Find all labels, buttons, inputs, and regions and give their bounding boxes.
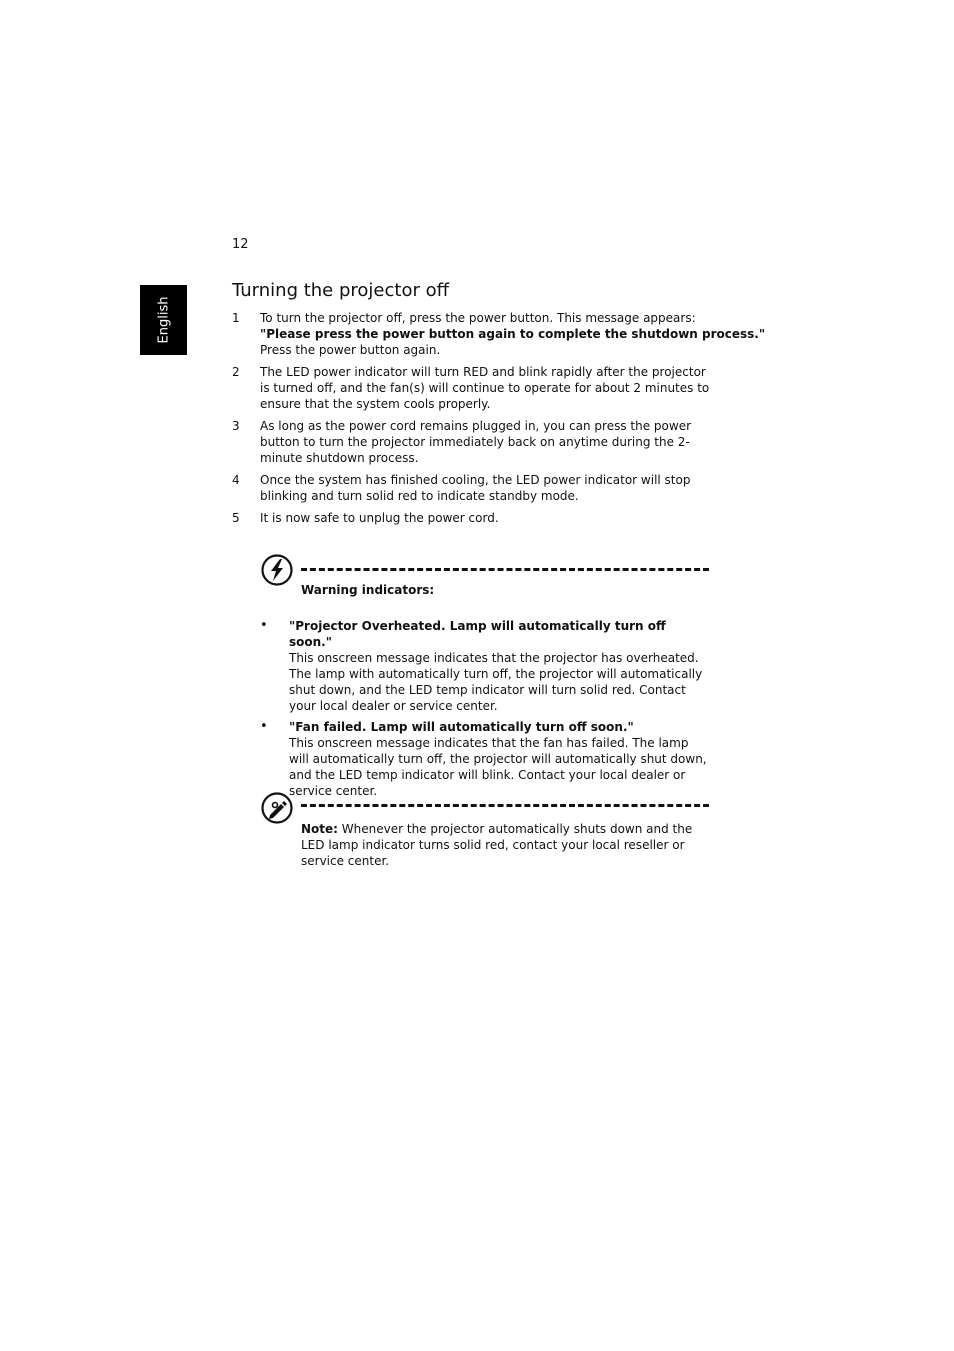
warning-icon — [261, 554, 293, 586]
note-divider — [301, 804, 709, 807]
list-item — [260, 719, 712, 799]
list-item — [232, 364, 712, 412]
step-number: 2 — [232, 365, 240, 379]
step-followup: Press the power button again. — [260, 343, 441, 357]
note-body: Whenever the projector automatically shuts down and the LED lamp indicator turns solid red, contact your local reseller or service center. — [301, 822, 693, 868]
step-text: To turn the projector off, press the power button. This message appears: — [260, 311, 696, 325]
step-number: 5 — [232, 511, 240, 525]
list-item — [232, 418, 712, 466]
step-number: 1 — [232, 311, 240, 325]
step-text: The LED power indicator will turn RED and blink rapidly after the projector is turned off, and the fan(s) will continue to operate for about 2 minutes to ensure that the system cools properly. — [260, 365, 710, 411]
step-text: Once the system has finished cooling, the LED power indicator will stop blinking and turn solid red to indicate standby mode. — [260, 473, 691, 503]
step-message: "Please press the power button again to complete the shutdown process." — [260, 327, 766, 341]
note-label: Note: — [301, 822, 338, 836]
note-icon — [261, 792, 293, 824]
warning-title: Warning indicators: — [301, 583, 435, 597]
bullet-marker: • — [260, 618, 268, 633]
step-number: 3 — [232, 419, 240, 433]
list-item — [232, 472, 712, 504]
step-number: 4 — [232, 473, 240, 487]
step-text: It is now safe to unplug the power cord. — [260, 511, 499, 525]
list-item — [232, 310, 766, 358]
section-title: Turning the projector off — [232, 280, 450, 301]
bullet-marker: • — [260, 719, 268, 734]
language-tab-label: English — [156, 296, 171, 344]
list-item — [232, 510, 712, 526]
warning-item-title: "Fan failed. Lamp will automatically turn off soon." — [289, 720, 634, 734]
warning-list — [260, 618, 712, 804]
language-tab — [140, 285, 187, 355]
page-number: 12 — [232, 237, 249, 252]
warning-item-text: This onscreen message indicates that the projector has overheated. The lamp with automatically turn off, the projector will automatically shut down, and the LED temp indicator will turn solid red. Contact your local dealer or service center. — [289, 651, 703, 713]
steps-list — [232, 310, 766, 532]
note-text — [301, 821, 701, 869]
warning-divider — [301, 568, 709, 571]
warning-item-title: "Projector Overheated. Lamp will automatically turn off soon." — [289, 619, 666, 649]
step-text: As long as the power cord remains plugged in, you can press the power button to turn the projector immediately back on anytime during the 2-minute shutdown process. — [260, 419, 692, 465]
warning-item-text: This onscreen message indicates that the fan has failed. The lamp will automatically turn off, the projector will automatically shut down, and the LED temp indicator will blink. Contact your local dealer or service center. — [289, 736, 707, 798]
list-item — [260, 618, 712, 714]
